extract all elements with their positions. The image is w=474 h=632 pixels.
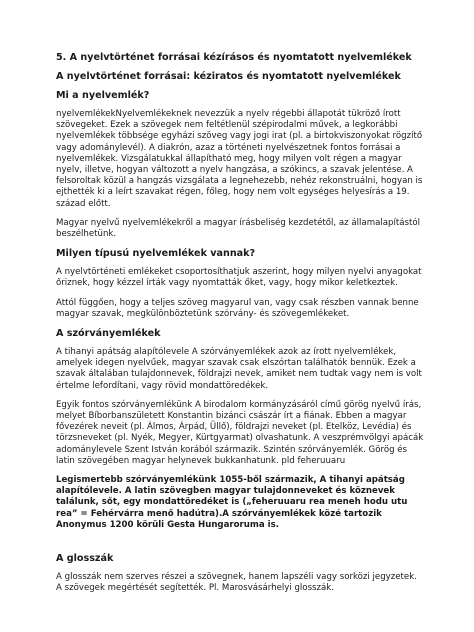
section-heading-what-is: Mi a nyelvemlék? [56,90,150,101]
section-heading-glosszak: A glosszák [56,553,114,565]
spacer [56,539,424,553]
paragraph-tihany-bold: Legismertebb szórványemlékünk 1055-ből származik, A tihanyi apátság alapítólevele. A latin szövegben magyar tulajdonneveket és köznevek találunk, sőt, egy mondattöredéket is („feheruuaru rea meneh hodu utu rea” = Fehérvárra menő hadútra).A szórványemlékek közé tartozik Anonymus 1200 körüli Gesta Hungaroruma is. [56,475,408,530]
paragraph-distinction: Attól függően, hogy a teljes szöveg magyarul van, vagy csak részben vannak benne magyar szavak, megkülönböztetünk szórvány- és szövegemlékeket. [56,297,419,319]
section-heading-types: Milyen típusú nyelvemlékek vannak? [56,248,256,260]
paragraph-szorvany-definition: A tihanyi apátság alapítólevele A szórványemlékek azok az írott nyelvemlékek, amelyek idegen nyelvűek, magyar szavak csak elszórtan találhatók bennük. Ezek a szavak általában tulajdonnevek, földrajzi nevek, amiket nem tudtak vagy nem is volt értelme lefordítani, vagy rövid mondattöredékek. [56,347,422,391]
section-heading-szorvanyemlekek: A szórványemlékek [56,328,161,340]
paragraph-state-founding: Magyar nyelvű nyelvemlékekről a magyar írásbeliség kezdetétől, az államalapítástól beszélhetünk. [56,217,420,240]
paragraph-konstantin: Egyik fontos szórványemlékünk A birodalom kormányzásáról című görög nyelvű írás, melyet Bíborbanszületett Konstantin bizánci császár írt a fiának. Ebben a magyar fővezérek neveit (pl. Álmos, Árpád, Üllő), földrajzi neveket (pl. Etelköz, Levédia) és törzsneveket (pl. Nyék, Megyer, Kürtgyarmat) olvashatunk. A veszprémvölgyi apácák adománylevele Szent István korából származik. Szintén szórványemlék. Görög és latin szövegében magyar helynevek bukkanhatunk. pld feheruuaru [56,399,424,466]
document-title: 5. A nyelvtörténet forrásai kézírásos és nyomtatott nyelvemlékek [56,52,412,63]
section-heading-sources: A nyelvtörténet forrásai: kéziratos és nyomtatott nyelvemlékek [56,71,401,82]
paragraph-definition: nyelvemlékekNyelvemlékeknek nevezzük a nyelv régebbi állapotát tükröző írott szövegeket. Ezek a szövegek nem feltétlenül szépirodalmi művek, a legkorábbi nyelvemlékek többsége egyházi szöveg vagy jogi irat (pl. a birtokviszonyokat rögzítő vagy adománylevél). A diakrón, azaz a történeti nyelvészetnek fontos forrásai a nyelvemlékek. Vizsgálatukkal állapítható meg, hogy milyen volt régen a magyar nyelv, illetve, hogyan változott a nyelv hangzása, a szókincs, a szavak jelentése. A felsoroltak közül a hangzás vizsgálata a legnehezebb, nehéz rekonstruálni, hogyan is ejthették ki a leírt szavakat régen, főleg, hogy nem volt egységes helyesírás a 19. század előtt. [56,109,423,209]
paragraph-glosszak: A glosszák nem szerves részei a szövegnek, hanem lapszéli vagy sorközi jegyzetek. A szövegek megértését segítették. Pl. Marosvásárhelyi glosszák. [56,572,417,594]
paragraph-grouping: A nyelvtörténeti emlékeket csoportosíthatjuk aszerint, hogy milyen nyelvi anyagokat őriznek, hogy kézzel írták vagy nyomtatták őket, vagy, hogy mikor keletkeztek. [56,267,422,289]
